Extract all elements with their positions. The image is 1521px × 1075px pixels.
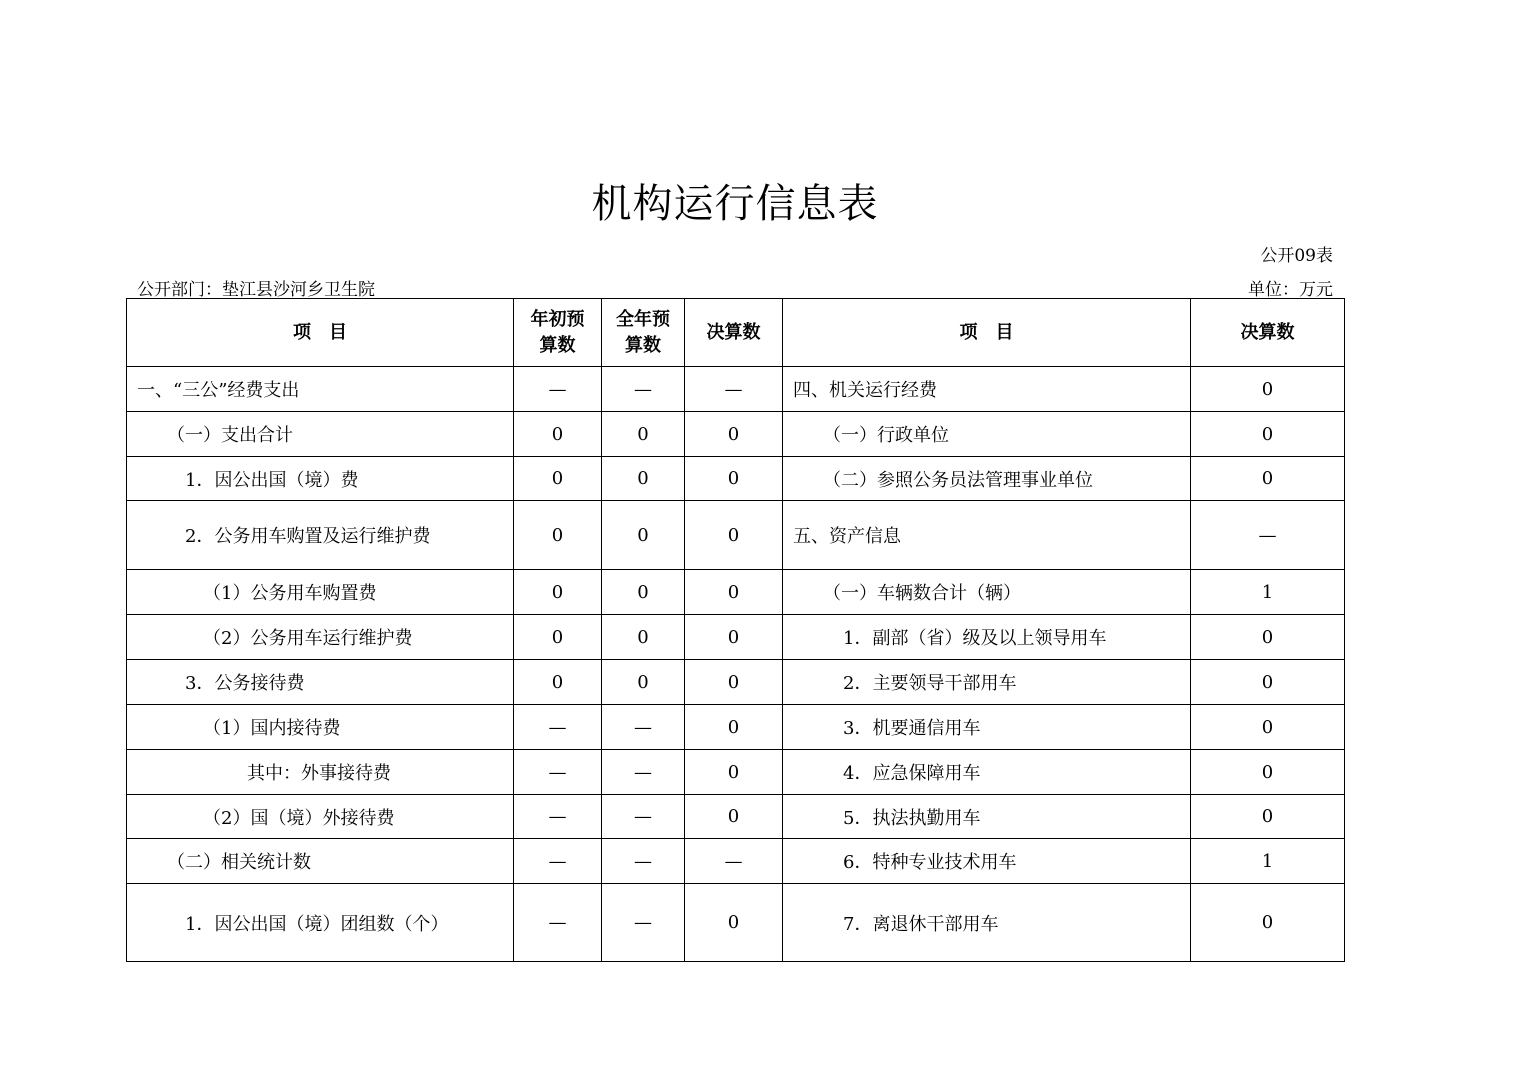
row-item-right: 6．特种专业技术用车 [783, 839, 1191, 884]
row-budget-full: 0 [602, 660, 685, 705]
row-item-left: （1）国内接待费 [127, 705, 514, 750]
header-budget-initial-line1: 年初预 [530, 308, 585, 330]
form-number: 公开09表 [1260, 246, 1333, 266]
row-item-left: （2）公务用车运行维护费 [127, 615, 514, 660]
row-final-right: — [1191, 501, 1345, 570]
row-item-left: 1．因公出国（境）团组数（个） [127, 884, 514, 962]
row-final-right: 0 [1191, 795, 1345, 839]
table-row [127, 412, 1345, 457]
row-final-right: 1 [1191, 839, 1345, 884]
row-final-left: — [685, 839, 783, 884]
row-final-left: 0 [685, 615, 783, 660]
header-budget-initial-line2: 算数 [539, 334, 576, 356]
table-row [127, 501, 1345, 570]
row-budget-initial: 0 [514, 412, 602, 457]
row-budget-initial: 0 [514, 615, 602, 660]
header-final-left: 决算数 [685, 299, 783, 367]
row-budget-initial: — [514, 795, 602, 839]
table-row [127, 839, 1345, 884]
row-item-right: 3．机要通信用车 [783, 705, 1191, 750]
row-budget-initial: — [514, 839, 602, 884]
row-budget-full: 0 [602, 501, 685, 570]
row-item-right: 7．离退休干部用车 [783, 884, 1191, 962]
table-header-row [127, 299, 1345, 367]
table-row [127, 795, 1345, 839]
row-item-left: 1．因公出国（境）费 [127, 457, 514, 501]
table-row [127, 570, 1345, 615]
row-final-right: 0 [1191, 457, 1345, 501]
row-budget-initial: 0 [514, 660, 602, 705]
row-final-left: 0 [685, 705, 783, 750]
row-final-left: 0 [685, 884, 783, 962]
row-item-right: 四、机关运行经费 [783, 367, 1191, 412]
row-item-left: （2）国（境）外接待费 [127, 795, 514, 839]
row-item-right: 5．执法执勤用车 [783, 795, 1191, 839]
row-budget-full: — [602, 367, 685, 412]
row-item-right: （一）行政单位 [783, 412, 1191, 457]
unit-label: 单位：万元 [1248, 280, 1333, 300]
row-final-right: 1 [1191, 570, 1345, 615]
row-final-left: 0 [685, 750, 783, 795]
page-title: 机构运行信息表 [591, 181, 879, 227]
row-final-right: 0 [1191, 412, 1345, 457]
row-budget-full: 0 [602, 615, 685, 660]
table-row [127, 750, 1345, 795]
row-final-right: 0 [1191, 367, 1345, 412]
row-item-right: 五、资产信息 [783, 501, 1191, 570]
header-item-right: 项 目 [783, 299, 1191, 367]
row-budget-initial: — [514, 367, 602, 412]
info-table [126, 298, 1345, 962]
row-budget-initial: — [514, 705, 602, 750]
header-item-left: 项 目 [127, 299, 514, 367]
row-budget-full: 0 [602, 457, 685, 501]
row-budget-initial: — [514, 750, 602, 795]
table-row [127, 457, 1345, 501]
row-final-right: 0 [1191, 615, 1345, 660]
row-budget-full: 0 [602, 412, 685, 457]
row-budget-initial: 0 [514, 457, 602, 501]
row-item-left: 其中：外事接待费 [127, 750, 514, 795]
row-budget-initial: 0 [514, 570, 602, 615]
row-final-right: 0 [1191, 660, 1345, 705]
row-final-left: 0 [685, 501, 783, 570]
table-row [127, 660, 1345, 705]
row-item-left: （二）相关统计数 [127, 839, 514, 884]
row-item-left: 一、“三公”经费支出 [127, 367, 514, 412]
row-final-left: 0 [685, 795, 783, 839]
row-item-right: 2．主要领导干部用车 [783, 660, 1191, 705]
row-final-right: 0 [1191, 705, 1345, 750]
row-final-right: 0 [1191, 750, 1345, 795]
row-item-right: 1．副部（省）级及以上领导用车 [783, 615, 1191, 660]
row-final-left: 0 [685, 412, 783, 457]
header-budget-full-line1: 全年预 [616, 308, 670, 330]
table-row [127, 615, 1345, 660]
row-item-right: （二）参照公务员法管理事业单位 [783, 457, 1191, 501]
table-row [127, 367, 1345, 412]
row-budget-full: — [602, 750, 685, 795]
row-budget-initial: 0 [514, 501, 602, 570]
header-budget-full [602, 299, 685, 367]
row-budget-initial: — [514, 884, 602, 962]
row-budget-full: — [602, 839, 685, 884]
row-budget-full: — [602, 884, 685, 962]
table-row [127, 705, 1345, 750]
row-final-left: 0 [685, 457, 783, 501]
header-budget-initial [514, 299, 602, 367]
row-budget-full: — [602, 705, 685, 750]
row-final-left: 0 [685, 660, 783, 705]
row-item-left: 3．公务接待费 [127, 660, 514, 705]
department-label: 公开部门：垫江县沙河乡卫生院 [137, 280, 375, 300]
row-item-left: （一）支出合计 [127, 412, 514, 457]
row-item-left: 2．公务用车购置及运行维护费 [127, 501, 514, 570]
row-item-left: （1）公务用车购置费 [127, 570, 514, 615]
row-item-right: 4．应急保障用车 [783, 750, 1191, 795]
row-budget-full: — [602, 795, 685, 839]
header-final-right: 决算数 [1191, 299, 1345, 367]
row-final-right: 0 [1191, 884, 1345, 962]
row-final-left: 0 [685, 570, 783, 615]
row-budget-full: 0 [602, 570, 685, 615]
table-row [127, 884, 1345, 962]
row-final-left: — [685, 367, 783, 412]
row-item-right: （一）车辆数合计（辆） [783, 570, 1191, 615]
header-budget-full-line2: 算数 [625, 334, 661, 356]
